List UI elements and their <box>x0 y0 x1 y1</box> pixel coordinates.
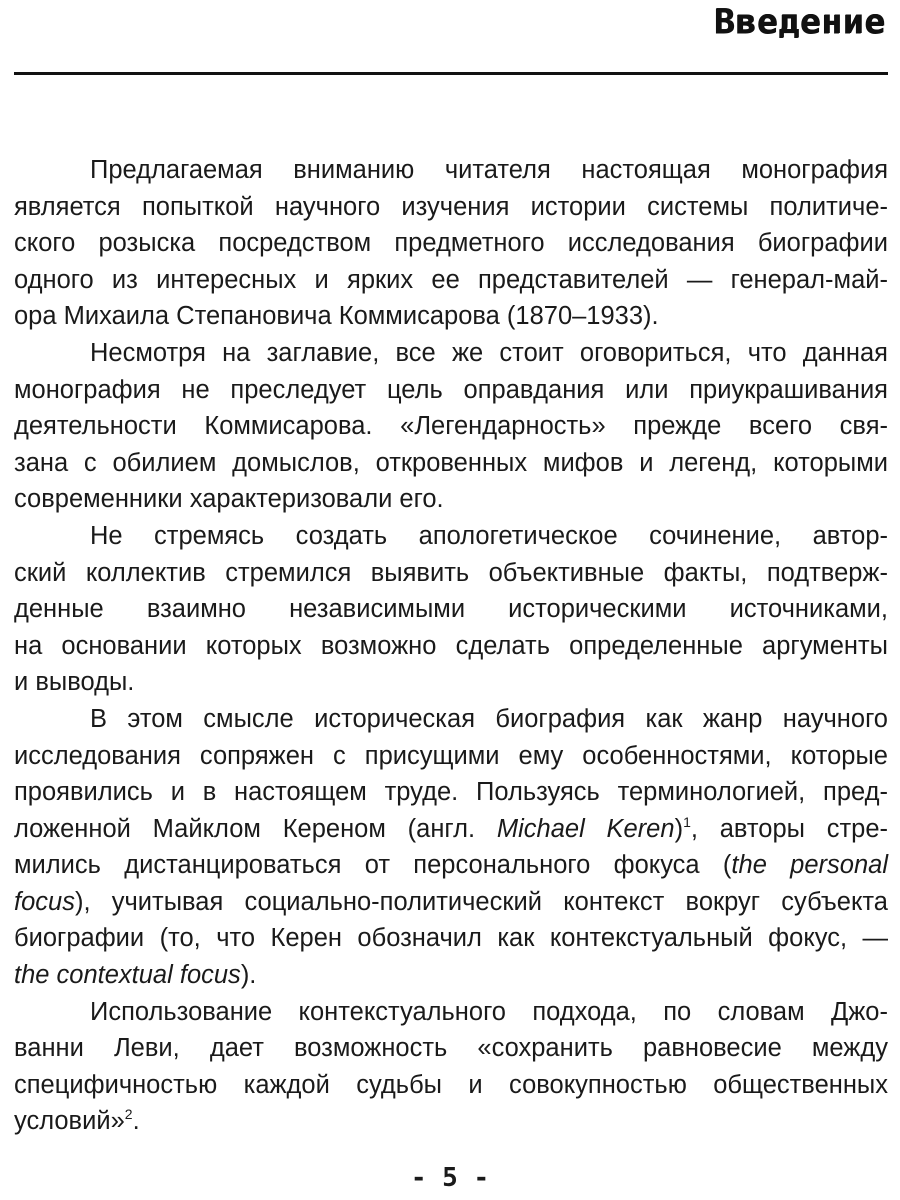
text-line: ского розыска посредством предметного исследования биографии <box>14 229 888 258</box>
italic-term: focus <box>14 887 75 916</box>
paragraph-1 <box>14 152 888 335</box>
text-line: на основании которых возможно сделать определенные аргументы <box>14 631 888 660</box>
text-line: В этом смысле историческая биография как жанр научного <box>90 704 888 733</box>
paragraph-3 <box>14 518 888 701</box>
text-line: ванни Леви, дает возможность «сохранить равновесие между <box>14 1034 888 1063</box>
text-line: Не стремясь создать апологетическое сочинение, автор- <box>90 521 888 550</box>
text-line: современники характеризовали его. <box>14 485 444 514</box>
text-segment: ложенной Майклом Кереном (англ. <box>14 814 497 843</box>
header-rule <box>14 72 888 75</box>
text-line: Несмотря на заглавие, все же стоит оговориться, что данная <box>90 338 888 367</box>
text-line: ский коллектив стремился выявить объективные факты, подтверж- <box>14 558 888 587</box>
text-segment: ), учитывая социально-политический контекст вокруг субъекта <box>74 887 888 916</box>
text-line: исследования сопряжен с присущими ему особенностями, которые <box>14 741 888 770</box>
paragraph-5 <box>14 994 888 1140</box>
text-line <box>14 847 888 884</box>
text-line <box>14 884 888 921</box>
text-segment: , авторы стре- <box>690 814 889 843</box>
text-line: Предлагаемая вниманию читателя настоящая монография <box>90 156 888 184</box>
text-segment: ). <box>240 961 257 990</box>
text-line <box>14 957 888 994</box>
chapter-title: Введение <box>714 2 886 42</box>
text-segment: мились дистанцироваться от персонального фокуса ( <box>14 851 732 880</box>
text-segment: . <box>132 1107 140 1136</box>
footnote-ref: 1 <box>683 813 691 830</box>
text-line: деятельности Коммисарова. «Легендарность» прежде всего свя- <box>14 412 888 441</box>
text-line: денные взаимно независимыми историческими источниками, <box>14 595 888 624</box>
text-line: проявились и в настоящем труде. Пользуясь терминологией, пред- <box>14 778 888 807</box>
page-number: - 5 - <box>410 1163 490 1193</box>
footnote-ref: 2 <box>124 1106 133 1123</box>
text-line <box>14 811 888 848</box>
body-text <box>14 152 888 1140</box>
text-segment: ) <box>674 814 684 843</box>
text-line <box>14 1103 888 1140</box>
text-line: Использование контекстуального подхода, по словам Джо- <box>90 997 888 1026</box>
text-line: и выводы. <box>14 668 135 697</box>
text-line: ора Михаила Степановича Коммисарова (1870–1933). <box>14 302 659 331</box>
paragraph-2 <box>14 335 888 518</box>
text-segment: условий» <box>14 1107 125 1136</box>
text-line: является попыткой научного изучения истории системы политиче- <box>14 192 888 221</box>
italic-term: Michael Keren <box>496 814 675 843</box>
text-line: биографии (то, что Керен обозначил как контекстуальный фокус, — <box>14 924 888 953</box>
text-line: монография не преследует цель оправдания или приукрашивания <box>14 375 888 404</box>
italic-term: the contextual focus <box>14 961 241 990</box>
text-line: зана с обилием домыслов, откровенных мифов и легенд, которыми <box>14 448 888 477</box>
paragraph-4 <box>14 701 888 994</box>
italic-term: the personal <box>731 851 888 880</box>
text-line: специфичностью каждой судьбы и совокупностью общественных <box>14 1070 888 1099</box>
text-line: одного из интересных и ярких ее представителей — генерал-май- <box>14 265 888 294</box>
